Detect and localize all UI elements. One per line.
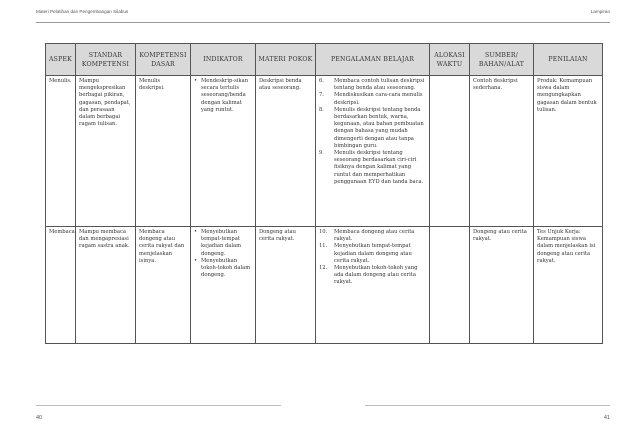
cell-standar-kompetensi: Mampu mengekspresikan berbagai pikiran, gagasan, pendapat, dan perasaan dalam berbagai ragam tulisan.	[76, 76, 136, 227]
running-header-left: Materi Pelatihan dan Pengembangan Silabus	[36, 9, 129, 14]
column-header: MATERI POKOK	[256, 44, 316, 76]
page-number-left: 40	[36, 415, 43, 421]
cell-kompetensi-dasar: Menulis deskripsi.	[136, 76, 191, 227]
cell-sumber-bahan: Dongeng atau cerita rakyat.	[470, 227, 534, 344]
indikator-item: • Mendeskrip-sikan secara tertulis seseorang/benda dengan kalimat yang runtut.	[201, 78, 252, 114]
pengalaman-item: 12. Menyebutkan tokoh-tokoh yang ada dalam dongeng atau cerita rakyat.	[319, 265, 418, 286]
cell-aspek: Menulis.	[46, 76, 76, 227]
cell-alokasi-waktu	[430, 76, 470, 227]
cell-sumber-bahan: Contoh deskripsi sederhana.	[470, 76, 534, 227]
cell-alokasi-waktu	[430, 227, 470, 344]
pengalaman-item: 11. Menyebutkan tempat-tempat kejadian dalam dongeng atau cerita rakyat.	[319, 243, 412, 264]
cell-penilaian: Produk: Kemampuan siswa dalam mengungkapkan gagasan dalam bentuk tulisan.	[534, 76, 603, 227]
table-header-row	[46, 44, 603, 76]
cell-aspek: Membaca	[46, 227, 76, 344]
pengalaman-item: 10. Membaca dongeng atau cerita rakyat.	[319, 229, 415, 243]
table-row	[46, 227, 603, 344]
cell-pengalaman-belajar	[316, 227, 430, 344]
column-header: STANDAR KOMPETENSI	[76, 44, 136, 76]
pengalaman-item: 7. Mendiskusikan cara-cara menulis deskripsi.	[319, 92, 423, 106]
footer-rule-right	[365, 405, 610, 406]
column-header: PENILAIAN	[534, 44, 603, 76]
cell-standar-kompetensi: Mampu membaca dan mengapresiasi ragam sastra anak.	[76, 227, 136, 344]
column-header: SUMBER/ BAHAN/ALAT	[470, 44, 534, 76]
column-header: PENGALAMAN BELAJAR	[316, 44, 430, 76]
pengalaman-item: 6. Membaca contoh tulisan deskripsi tentang benda atau seseorang.	[319, 78, 425, 92]
cell-materi-pokok: Deskripsi benda atau seseorang.	[256, 76, 316, 227]
cell-penilaian: Tes Unjuk Kerja: Kemampuan siswa dalam menjelaskan isi dongeng atau cerita rakyat.	[534, 227, 603, 344]
column-header: KOMPETENSI DASAR	[136, 44, 191, 76]
cell-materi-pokok: Dongeng atau cerita rakyat.	[256, 227, 316, 344]
syllabus-table	[45, 43, 603, 344]
column-header: INDIKATOR	[191, 44, 256, 76]
cell-indikator	[191, 227, 256, 344]
table-row	[46, 76, 603, 227]
indikator-item: • Menyebutkan tokoh-tokoh dalam dongeng.	[201, 258, 252, 280]
footer-rule-left	[36, 405, 281, 406]
page-number-right: 41	[603, 415, 610, 421]
pengalaman-item: 9. Menulis deskripsi tentang seseorang berdasarkan ciri-ciri fisiknya dengan kalimat yang runtut dan memperhatikan penggunaan EYD dan tanda baca.	[319, 150, 424, 185]
column-header: ALOKASI WAKTU	[430, 44, 470, 76]
cell-indikator	[191, 76, 256, 227]
running-header-right: Lampiran	[590, 9, 610, 14]
cell-pengalaman-belajar	[316, 76, 430, 227]
indikator-item: • Menyebutkan tempat-tempat kejadian dalam dongeng.	[201, 229, 252, 258]
column-header: ASPEK	[46, 44, 76, 76]
pengalaman-item: 8. Menulis deskripsi tentang benda berdasarkan bentuk, warna, kegunaan, atau bahan pembuatan dengan bahasa yang mudah dimengerti dengan atau tanpa bimbingan guru.	[319, 106, 424, 149]
cell-kompetensi-dasar: Membaca dongeng atau cerita rakyat dan menjelaskan isinya.	[136, 227, 191, 344]
header-rule	[36, 22, 610, 23]
